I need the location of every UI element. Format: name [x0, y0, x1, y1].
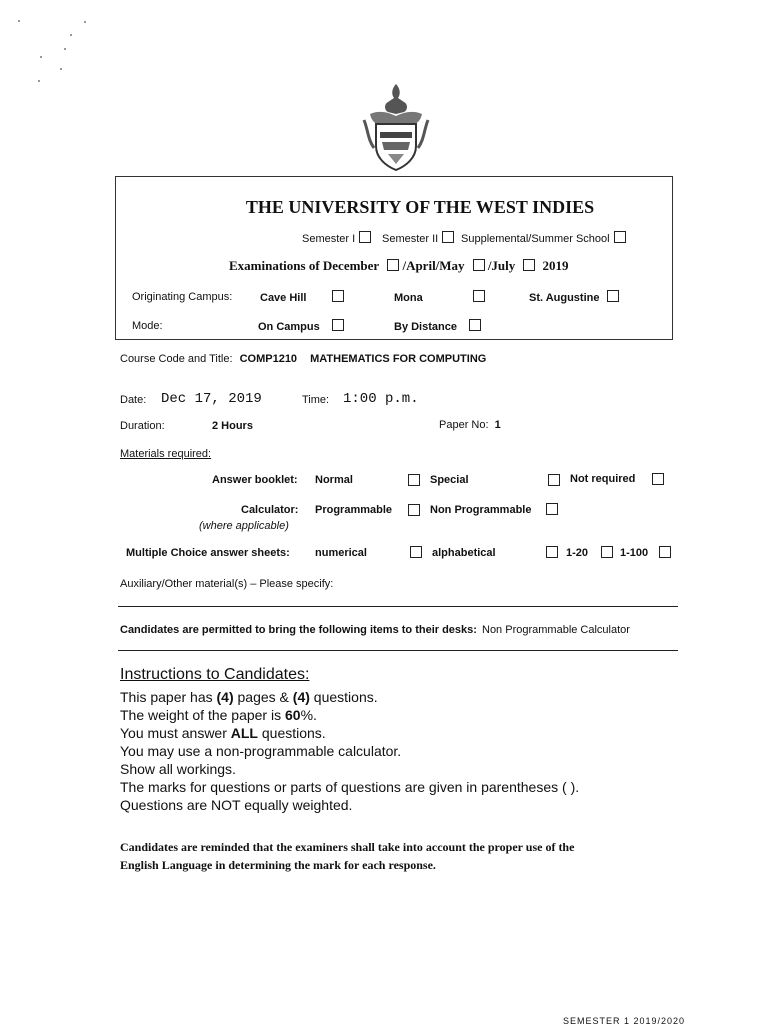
calc-non-programmable-label: Non Programmable: [430, 504, 532, 516]
semester-i-checkbox[interactable]: [359, 231, 371, 243]
university-crest-icon: [358, 80, 434, 176]
instruction-calculator: You may use a non-programmable calculator.: [120, 743, 402, 759]
course-row: [120, 353, 486, 365]
instruction-text: questions.: [257, 725, 326, 741]
mcq-1-100-label: 1-100: [620, 547, 649, 559]
booklet-not-required-label: Not required: [570, 473, 636, 485]
instruction-text: questions.: [309, 689, 378, 705]
permitted-label: Candidates are permitted to bring the following items to their desks:: [120, 624, 477, 636]
booklet-normal-label: Normal: [315, 474, 353, 486]
mcq-1-20-checkbox[interactable]: [601, 546, 613, 558]
exam-year: 2019: [542, 258, 569, 273]
exam-april-may-label: /April/May: [402, 258, 465, 273]
permitted-value: Non Programmable Calculator: [482, 624, 630, 636]
semester-ii-option: [382, 231, 454, 245]
mcq-numerical-label: numerical: [315, 547, 367, 559]
mona-label: Mona: [394, 292, 423, 304]
instruction-marks: The marks for questions or parts of questions are given in parentheses ( ).: [120, 779, 580, 795]
exam-july-label: /July: [487, 258, 516, 273]
answer-booklet-label: Answer booklet:: [212, 474, 298, 486]
all-emphasis: ALL: [230, 725, 258, 741]
booklet-not-required-checkbox[interactable]: [652, 473, 664, 485]
by-distance-label: By Distance: [394, 321, 457, 333]
instruction-weighting: Questions are NOT equally weighted.: [120, 797, 353, 813]
campus-mona-option: [394, 290, 485, 304]
booklet-special-label: Special: [430, 474, 469, 486]
instructions-heading: Instructions to Candidates:: [120, 666, 310, 683]
calculator-note: (where applicable): [199, 520, 289, 532]
by-distance-checkbox[interactable]: [469, 319, 481, 331]
university-name: THE UNIVERSITY OF THE WEST INDIES: [245, 197, 595, 217]
mcq-alphabetical-label: alphabetical: [432, 547, 496, 559]
divider-top: [118, 606, 678, 607]
exam-december-label: Examinations of December: [229, 258, 380, 273]
calc-programmable-label: Programmable: [315, 504, 393, 516]
questions-count: (4): [292, 689, 310, 705]
semester-i-option: [302, 231, 371, 245]
mode-by-distance-option: [394, 319, 481, 333]
time-value: 1:00 p.m.: [343, 391, 419, 407]
cave-hill-label: Cave Hill: [260, 292, 307, 304]
auxiliary-label: Auxiliary/Other material(s) – Please specify:: [120, 578, 334, 590]
duration-label: Duration:: [120, 420, 165, 432]
instruction-answer-all: [120, 724, 326, 742]
april-may-checkbox[interactable]: [473, 259, 485, 271]
mcq-1-20-label: 1-20: [566, 547, 589, 559]
duration-value: 2 Hours: [212, 420, 253, 432]
examinations-line: [229, 258, 569, 274]
time-label: Time:: [302, 394, 330, 406]
semester-ii-checkbox[interactable]: [442, 231, 454, 243]
campus-cave-hill-option: [260, 290, 344, 304]
reminder-line-1: Candidates are reminded that the examiners shall take into account the proper use of the: [120, 840, 575, 854]
campus-label: Originating Campus:: [132, 291, 233, 303]
instruction-text: The weight of the paper is: [120, 707, 285, 723]
summer-school-checkbox[interactable]: [614, 231, 626, 243]
on-campus-label: On Campus: [258, 321, 320, 333]
paper-row: [439, 419, 501, 431]
booklet-special-checkbox[interactable]: [548, 474, 560, 486]
july-checkbox[interactable]: [523, 259, 535, 271]
divider-bottom: [118, 650, 678, 651]
instruction-text: This paper has: [120, 689, 217, 705]
booklet-normal-checkbox[interactable]: [408, 474, 420, 486]
instruction-weight: [120, 706, 317, 724]
reminder-line-2: English Language in determining the mark for each response.: [120, 858, 436, 872]
summer-school-label: Supplemental/Summer School: [461, 233, 610, 245]
course-label: Course Code and Title:: [120, 353, 233, 365]
pages-count: (4): [216, 689, 234, 705]
date-label: Date:: [120, 394, 147, 406]
date-value: Dec 17, 2019: [161, 391, 262, 407]
instruction-workings: Show all workings.: [120, 761, 236, 777]
mode-label: Mode:: [132, 320, 163, 332]
cave-hill-checkbox[interactable]: [332, 290, 344, 302]
mona-checkbox[interactable]: [473, 290, 485, 302]
mcq-alphabetical-checkbox[interactable]: [546, 546, 558, 558]
calc-programmable-checkbox[interactable]: [408, 504, 420, 516]
mode-on-campus-option: [258, 319, 344, 333]
instruction-text: %.: [300, 707, 317, 723]
mcq-label: Multiple Choice answer sheets:: [126, 547, 290, 559]
instruction-pages: [120, 688, 378, 706]
st-augustine-checkbox[interactable]: [607, 290, 619, 302]
semester-i-label: Semester I: [302, 233, 356, 245]
campus-st-augustine-option: [529, 290, 619, 304]
summer-school-option: [461, 231, 626, 245]
instruction-text: pages &: [233, 689, 293, 705]
calc-non-programmable-checkbox[interactable]: [546, 503, 558, 515]
december-checkbox[interactable]: [387, 259, 399, 271]
semester-ii-label: Semester II: [382, 233, 439, 245]
mcq-numerical-checkbox[interactable]: [410, 546, 422, 558]
weight-value: 60: [285, 707, 301, 723]
course-code: COMP1210: [239, 353, 298, 365]
calculator-label: Calculator:: [241, 504, 299, 516]
instruction-text: You must answer: [120, 725, 231, 741]
paper-label: Paper No:: [439, 419, 489, 431]
on-campus-checkbox[interactable]: [332, 319, 344, 331]
course-title: MATHEMATICS FOR COMPUTING: [310, 353, 487, 365]
paper-value: 1: [494, 419, 501, 431]
mcq-1-100-checkbox[interactable]: [659, 546, 671, 558]
footer-semester: SEMESTER 1 2019/2020: [563, 1016, 686, 1026]
permitted-row: [120, 624, 630, 636]
st-augustine-label: St. Augustine: [529, 292, 600, 304]
materials-heading: Materials required:: [120, 448, 212, 460]
